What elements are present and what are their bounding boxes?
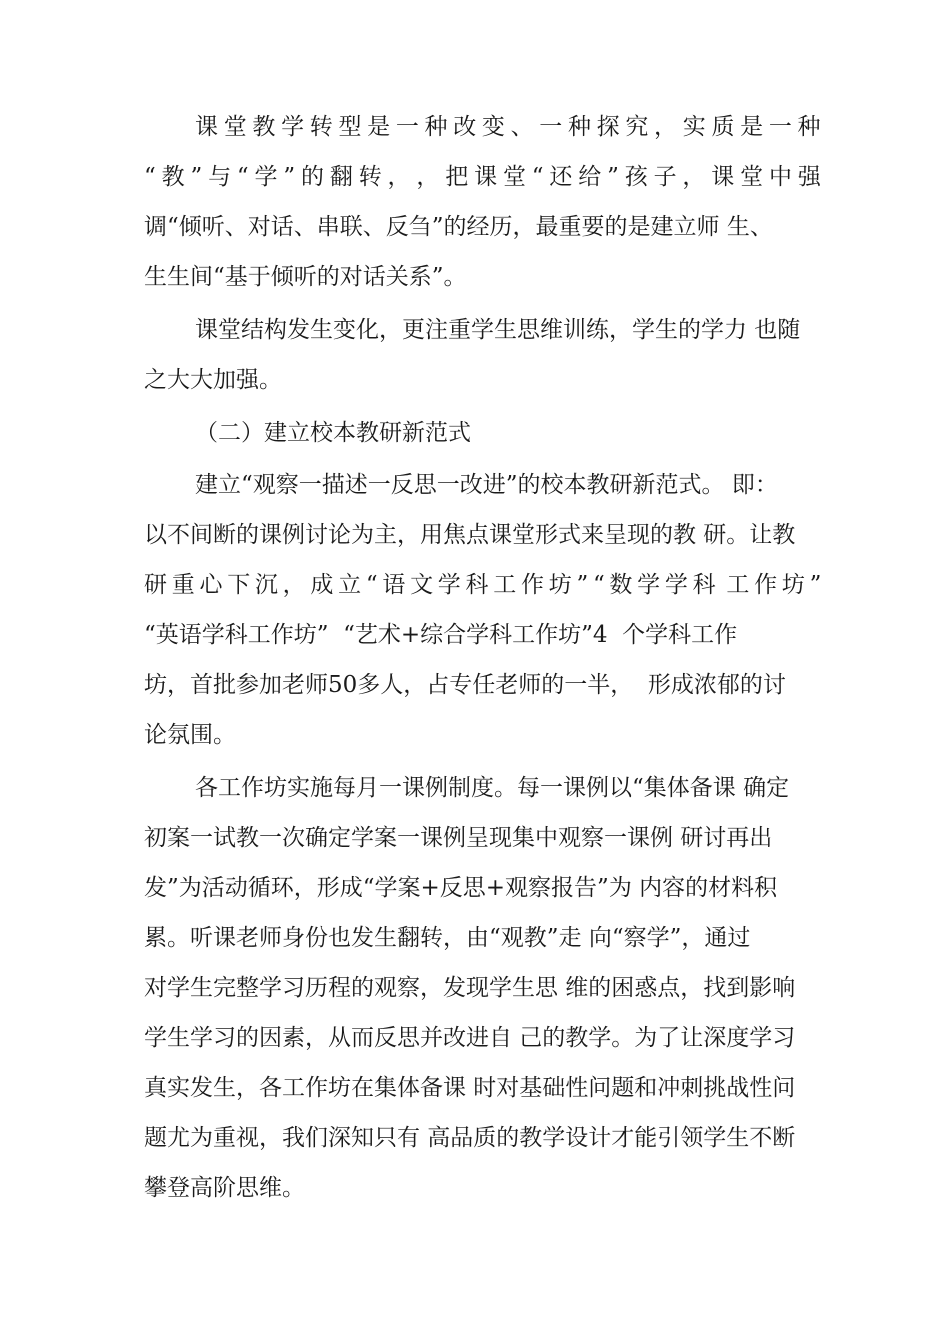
text-line-21: 题尤为重视，我们深知只有 高品质的教学设计才能引领学生不断: [144, 1125, 796, 1151]
text-line-18: 对学生完整学习历程的观察，发现学生思 维的困惑点，找到影响: [144, 975, 796, 1001]
text-line-15: 初案一试教一次确定学案一课例呈现集中观察一课例 研讨再出: [144, 825, 773, 851]
text-line-13: 论氛围。: [144, 722, 236, 748]
text-line-20: 真实发生，各工作坊在集体备课 时对基础性问题和冲刺挑战性问: [144, 1075, 796, 1101]
text-line-2: “ 教 ” 与 “ 学 ” 的 翻 转 ， ， 把 课 堂 “ 还 给 ” 孩 子 ， 课 堂 中 强: [144, 164, 821, 190]
text-line-3: 调“倾听、对话、串联、反刍”的经历，最重要的是建立师 生、: [144, 214, 773, 240]
text-line-19: 学生学习的因素，从而反思并改进自 己的教学。为了让深度学习: [144, 1025, 796, 1051]
section-heading: （二）建立校本教研新范式: [195, 420, 471, 446]
text-line-10: 研 重 心 下 沉 ， 成 立 “ 语 文 学 科 工 作 坊 ” “ 数 学 学 科 工 作 坊 ”: [144, 572, 821, 598]
text-line-17: 累。听课老师身份也发生翻转，由“观教”走 向“察学”，通过: [144, 925, 751, 951]
text-line-12: 坊，首批参加老师50多人，占专任老师的一半， 形成浓郁的讨: [144, 672, 786, 698]
text-line-4: 生生间“基于倾听的对话关系”。: [144, 264, 467, 290]
text-line-8: 建立“观察一描述一反思一改进”的校本教研新范式。 即：: [195, 472, 778, 498]
text-line-6: 之大大加强。: [144, 367, 282, 393]
text-line-9: 以不间断的课例讨论为主，用焦点课堂形式来呈现的教 研。让教: [144, 522, 796, 548]
text-line-5: 课堂结构发生变化，更注重学生思维训练，学生的学力 也随: [195, 317, 801, 343]
text-line-1: 课 堂 教 学 转 型 是 一 种 改 变 、 一 种 探 究 ， 实 质 是 一 种: [195, 114, 820, 140]
text-line-22: 攀登高阶思维。: [144, 1175, 305, 1201]
text-line-11: “英语学科工作坊” “艺术+综合学科工作坊”4 个学科工作: [144, 622, 738, 648]
text-line-14: 各工作坊实施每月一课例制度。每一课例以“集体备课 确定: [195, 775, 790, 801]
text-line-16: 发”为活动循环，形成“学案+反思+观察报告”为 内容的材料积: [144, 875, 778, 901]
